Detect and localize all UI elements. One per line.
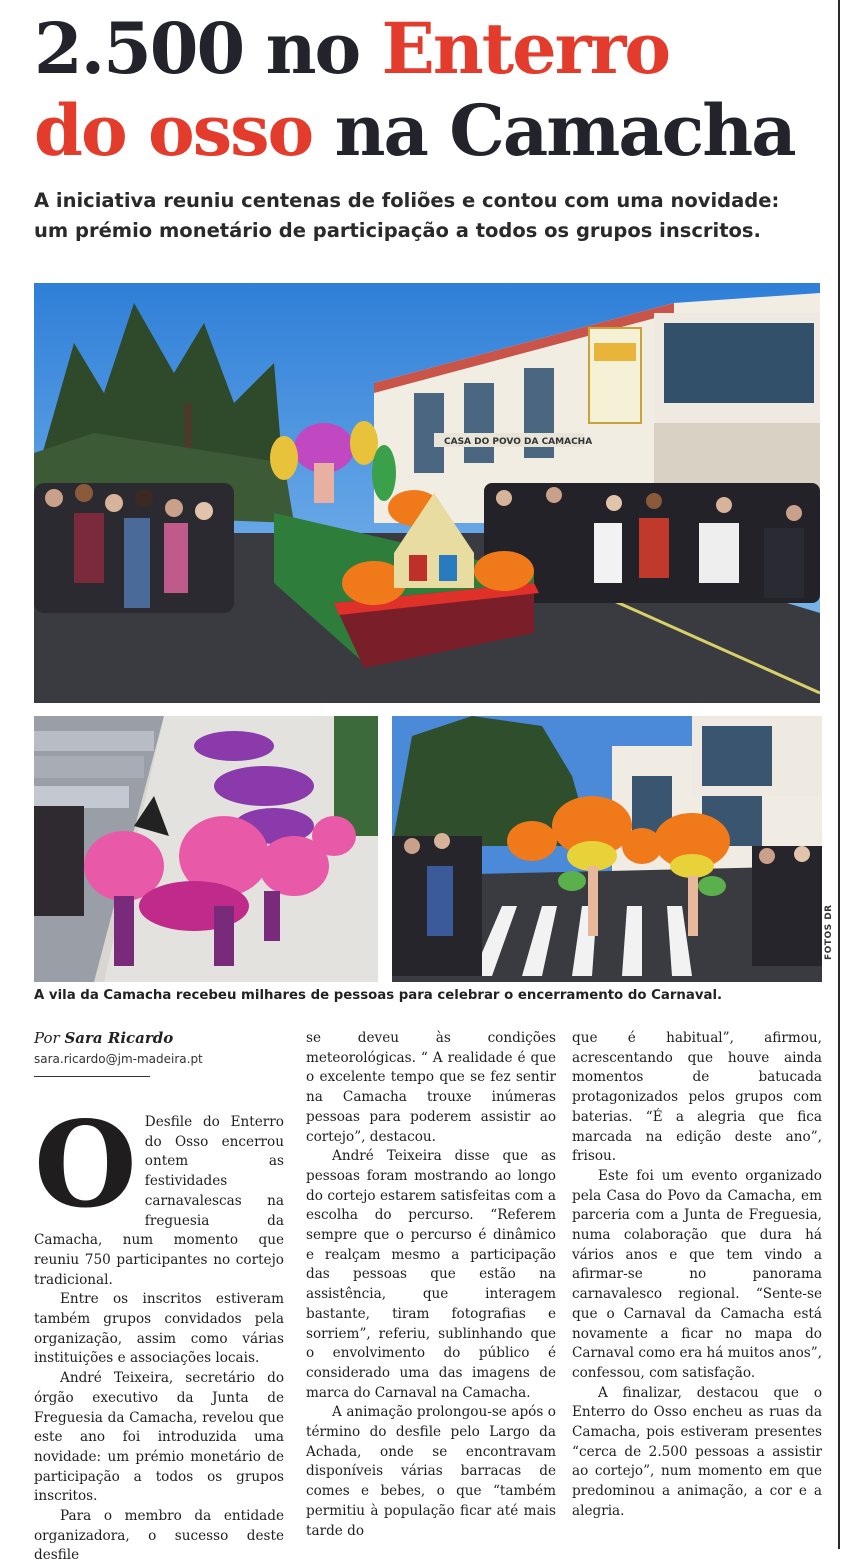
headline-part-2: Enterro [381,7,670,90]
photo-pink-dancers [34,716,378,982]
paragraph: André Teixeira, secretário do órgão executivo da Junta de Freguesia da Camacha, revelou que este ano foi introduzida uma novidade: um prémio monetário de participação a todos os grupos inscritos. [34,1370,284,1505]
building-sign: CASA DO POVO DA CAMACHA [444,437,593,447]
headline [34,8,834,172]
paragraph: A animação prolongou-se após o término do desfile pelo Largo da Achada, onde se encontravam disponíveis várias barracas de comes e bebes, o que “também permitiu à população ficar até mais tarde do [306,1404,556,1539]
paragraph: Desfile do Enterro do Osso encerrou ontem as festividades carnavalescas na freguesia da Camacha, num momento que reuniu 750 participantes no cortejo tradicional. [34,1114,284,1288]
byline-author-name: Sara Ricardo [64,1029,174,1047]
paragraph: Entre os inscritos estiveram também grupos convidados pela organização, assim como várias instituições e associações locais. [34,1291,284,1367]
headline-part-3: do osso [34,89,313,172]
article-column-2 [306,1029,556,1541]
headline-part-1: 2.500 no [34,7,382,90]
paragraph: André Teixeira disse que as pessoas foram mostrando ao longo do cortejo estarem satisfeitas com a escolha do percurso. “Referem sempre que o percurso é dinâmico e realçam mesmo a participação das pessoas que estão na assistência, que interagem bastante, tiram fotografias e sorriem”, referiu, sublinhando que o envolvimento do público é considerado uma das imagens de marca do Carnaval na Camacha. [306,1148,556,1401]
byline-prefix: Por [34,1029,65,1047]
byline [34,1029,284,1077]
main-photo-parade-float [34,283,820,703]
page-edge-rule [838,0,840,1549]
paragraph: Este foi um evento organizado pela Casa do Povo da Camacha, em parceria com a Junta de Freguesia, numa colaboração que dura há vários anos e que tem vindo a afirmar-se no panorama carnavalesco regional. “Sente-se que o Carnaval da Camacha está novamente a ficar no mapa do Carnaval como era há muitos anos”, confessou, com satisfação. [572,1167,822,1381]
paragraph: Para o membro da entidade organizadora, o sucesso deste desfile [34,1508,284,1564]
paragraph: que é habitual”, afirmou, acrescentando que houve ainda momentos de batucada protagonizados pelos grupos com baterias. “É a alegria que fica marcada na edição deste ano”, frisou. [572,1030,822,1165]
lede: A iniciativa reuniu centenas de foliões e contou com uma novidade: um prémio monetário de participação a todos os grupos inscritos. [34,189,780,242]
byline-email[interactable]: sara.ricardo@jm-madeira.pt [34,1052,203,1066]
headline-part-4: na Camacha [312,89,795,172]
byline-author [34,1029,284,1047]
byline-divider [34,1076,150,1077]
drop-cap: O [34,1095,137,1234]
article-column-3 [572,1029,822,1522]
paragraph: A finalizar, destacou que o Enterro do Osso encheu as ruas da Camacha, pois estiveram presentes “cerca de 2.500 pessoas a assistir ao cortejo”, num momento em que predominou a animação, a cor e a alegria. [572,1384,822,1519]
paragraph: se deveu às condições meteorológicas. “ A realidade é que o excelente tempo que se fez sentir na Camacha trouxe inúmeras pessoas para poderem assistir ao cortejo”, destacou. [306,1030,556,1145]
photo-caption: A vila da Camacha recebeu milhares de pessoas para celebrar o encerramento do Carnaval. [34,988,723,1003]
photo-orange-dancers [392,716,822,982]
article-column-1 [34,1095,284,1566]
photo-credit: FOTOS DR [824,904,834,960]
